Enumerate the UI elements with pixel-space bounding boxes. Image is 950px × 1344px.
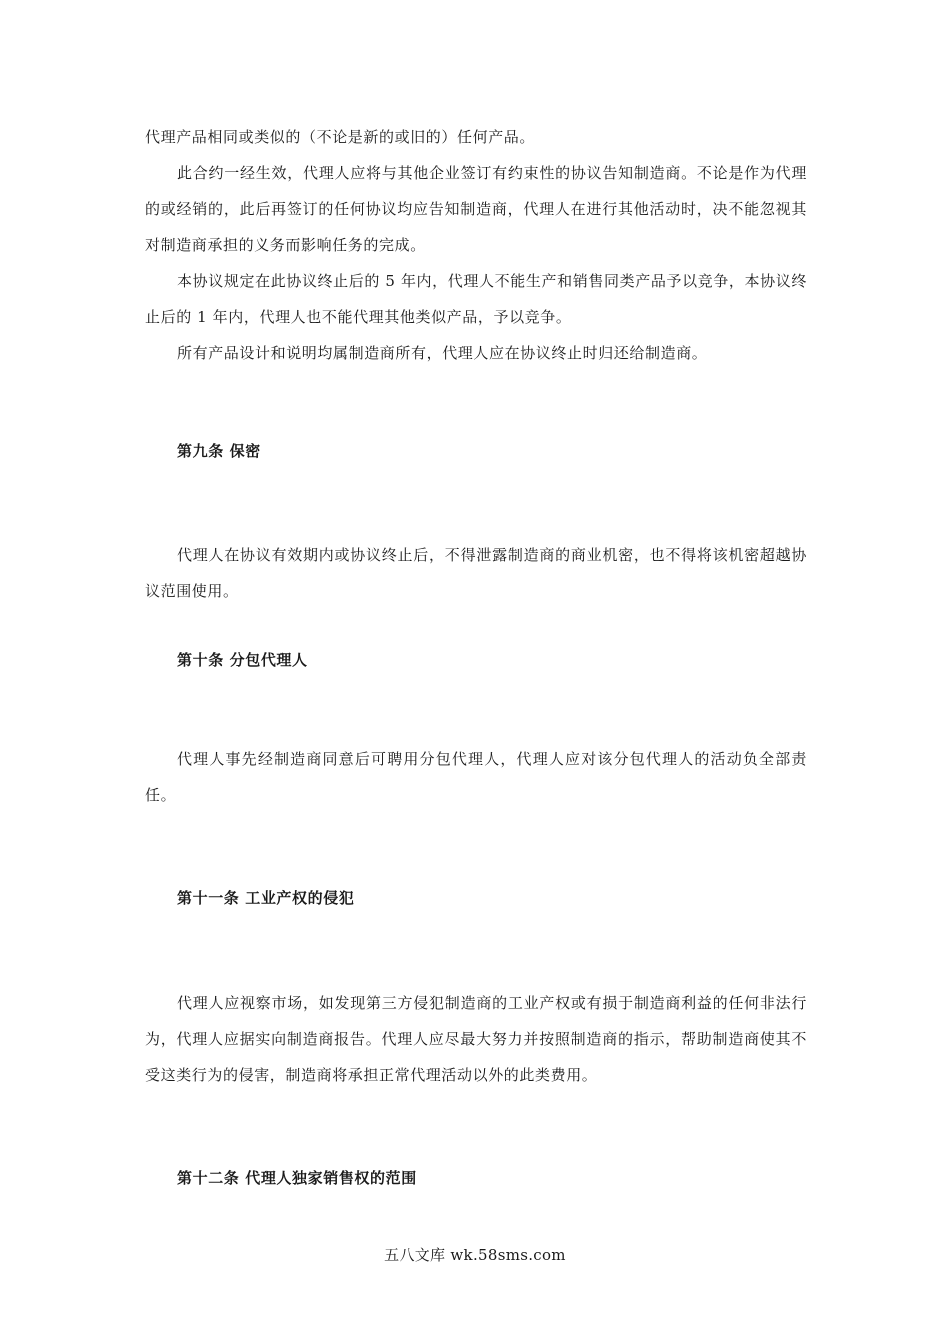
article-9-heading: 第九条 保密	[177, 442, 261, 460]
paragraph-obligation-notice: 此合约一经生效，代理人应将与其他企业签订有约束性的协议告知制造商。不论是作为代理的或经销的，此后再签订的任何协议均应告知制造商，代理人在进行其他活动时，决不能忽视其对制造商承担的义务而影响任务的完成。	[145, 164, 807, 254]
paragraph-product-design: 所有产品设计和说明均属制造商所有，代理人应在协议终止时归还给制造商。	[177, 344, 708, 362]
article-9-body: 代理人在协议有效期内或协议终止后，不得泄露制造商的商业机密，也不得将该机密超越协议范围使用。	[145, 546, 807, 600]
article-11-body: 代理人应视察市场，如发现第三方侵犯制造商的工业产权或有损于制造商利益的任何非法行为，代理人应据实向制造商报告。代理人应尽最大努力并按照制造商的指示，帮助制造商使其不受这类行为的侵害，制造商将承担正常代理活动以外的此类费用。	[145, 994, 807, 1084]
paragraph-continuation: 代理产品相同或类似的（不论是新的或旧的）任何产品。	[145, 128, 536, 146]
page-footer: 五八文库 wk.58sms.com	[384, 1246, 566, 1264]
paragraph-non-compete: 本协议规定在此协议终止后的 5 年内，代理人不能生产和销售同类产品予以竞争，本协议终止后的 1 年内，代理人也不能代理其他类似产品，予以竞争。	[145, 272, 807, 326]
article-12-heading: 第十二条 代理人独家销售权的范围	[177, 1169, 417, 1187]
article-10-body: 代理人事先经制造商同意后可聘用分包代理人，代理人应对该分包代理人的活动负全部责任。	[145, 750, 807, 804]
article-11-heading: 第十一条 工业产权的侵犯	[177, 889, 355, 907]
article-10-heading: 第十条 分包代理人	[177, 651, 308, 669]
